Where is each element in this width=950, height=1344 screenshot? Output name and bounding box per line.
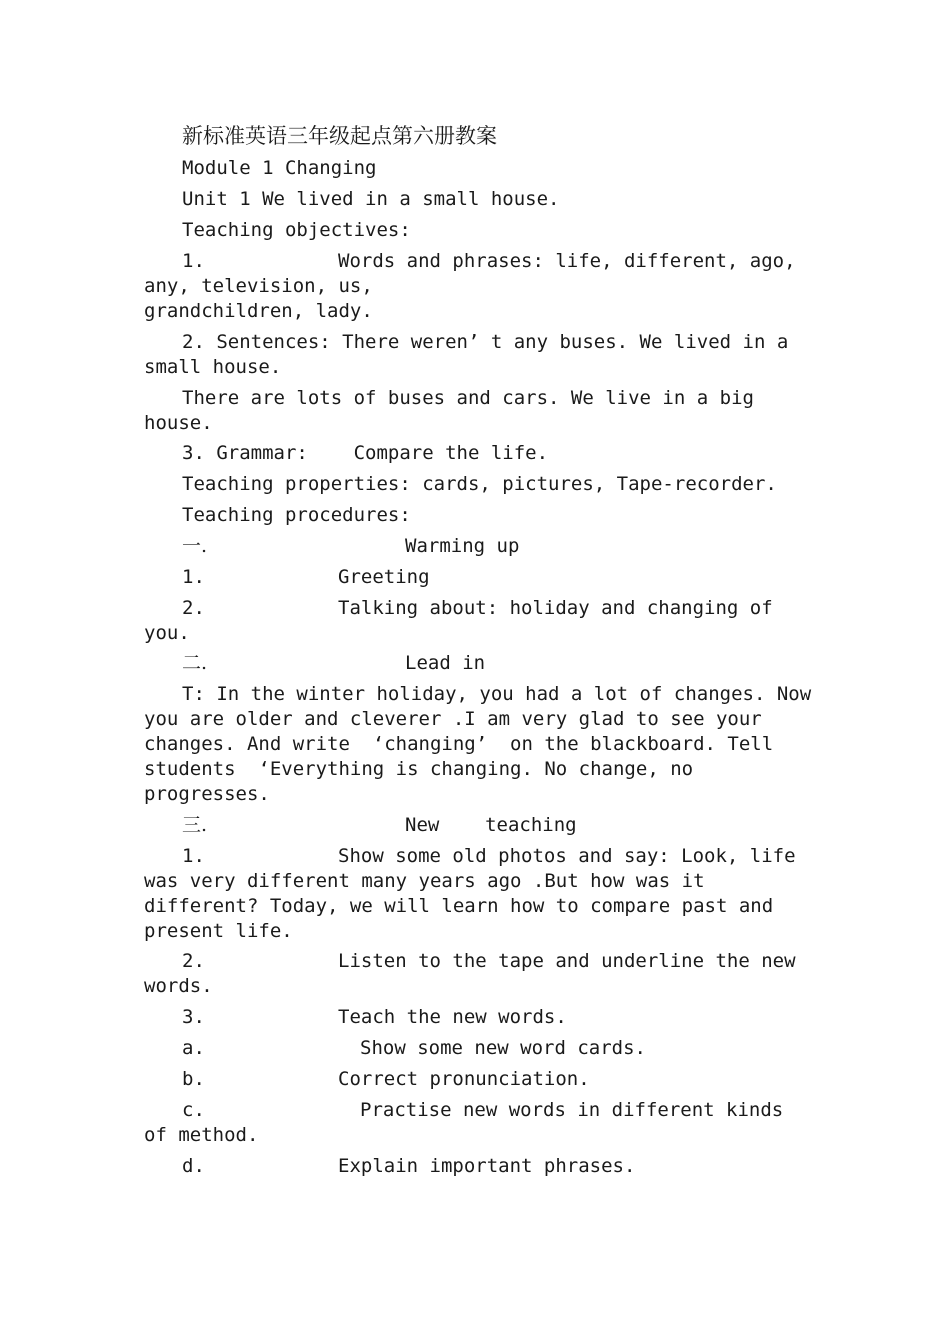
objective-2-text-cont: small house. — [144, 356, 282, 378]
section-3-step-2-text-cont: words. — [144, 975, 213, 997]
section-1-heading: Warming up — [405, 535, 520, 557]
section-1-step-1-text: Greeting — [338, 566, 430, 588]
objective-1-text-cont: any, television, us, — [144, 275, 373, 297]
section-1-step-2-text-cont: you. — [144, 622, 190, 644]
objective-1-number: 1. — [182, 250, 205, 272]
teaching-properties: Teaching properties: cards, pictures, Tape-recorder. — [182, 473, 777, 495]
section-1-step-2-text: Talking about: holiday and changing of — [338, 597, 773, 619]
sub-step-b-mark: b. — [182, 1068, 205, 1090]
section-3-step-3-number: 3. — [182, 1006, 205, 1028]
sub-step-d-text: Explain important phrases. — [338, 1155, 636, 1177]
section-2-paragraph-line-2: you are older and cleverer .I am very glad to see your — [144, 708, 762, 730]
section-3-step-1-number: 1. — [182, 845, 205, 867]
section-2-paragraph-line-4: students ‘Everything is changing. No change, no — [144, 758, 694, 780]
sub-step-b-text: Correct pronunciation. — [338, 1068, 590, 1090]
objectives-heading: Teaching objectives: — [182, 219, 411, 241]
module-heading: Module 1 Changing — [182, 157, 377, 179]
section-3-mark: 三. — [182, 814, 208, 836]
sub-step-a-mark: a. — [182, 1037, 205, 1059]
sub-step-c-text-cont: of method. — [144, 1124, 259, 1146]
section-3-step-2-number: 2. — [182, 950, 205, 972]
section-3-step-3-text: Teach the new words. — [338, 1006, 567, 1028]
document-title: 新标准英语三年级起点第六册教案 — [182, 124, 497, 148]
unit-heading: Unit 1 We lived in a small house. — [182, 188, 560, 210]
objective-3-text: 3. Grammar: Compare the life. — [182, 442, 549, 464]
section-3-step-1-text: Show some old photos and say: Look, life — [338, 845, 796, 867]
section-2-paragraph-line-5: progresses. — [144, 783, 270, 805]
section-2-mark: 二. — [182, 652, 208, 674]
sub-step-a-text: Show some new word cards. — [360, 1037, 646, 1059]
objective-1-text-cont2: grandchildren, lady. — [144, 300, 373, 322]
sub-step-d-mark: d. — [182, 1155, 205, 1177]
section-1-step-2-number: 2. — [182, 597, 205, 619]
objective-1-text: Words and phrases: life, different, ago, — [338, 250, 796, 272]
procedures-heading: Teaching procedures: — [182, 504, 411, 526]
section-2-heading: Lead in — [405, 652, 486, 674]
section-2-paragraph-line-1: T: In the winter holiday, you had a lot of changes. Now — [182, 683, 812, 705]
objective-2-text: 2. Sentences: There weren’ t any buses. We lived in a — [182, 331, 789, 353]
section-3-step-1-text-cont3: present life. — [144, 920, 293, 942]
section-3-step-1-text-cont: was very different many years ago .But how was it — [144, 870, 705, 892]
section-1-step-1-number: 1. — [182, 566, 205, 588]
section-3-heading: New teaching — [405, 814, 577, 836]
sub-step-c-text: Practise new words in different kinds — [360, 1099, 784, 1121]
objective-2-sentence-cont: house. — [144, 412, 213, 434]
sub-step-c-mark: c. — [182, 1099, 205, 1121]
section-2-paragraph-line-3: changes. And write ‘changing’ on the blackboard. Tell — [144, 733, 774, 755]
section-3-step-1-text-cont2: different? Today, we will learn how to compare past and — [144, 895, 774, 917]
section-1-mark: 一. — [182, 535, 208, 557]
section-3-step-2-text: Listen to the tape and underline the new — [338, 950, 796, 972]
objective-2-sentence: There are lots of buses and cars. We live in a big — [182, 387, 754, 409]
